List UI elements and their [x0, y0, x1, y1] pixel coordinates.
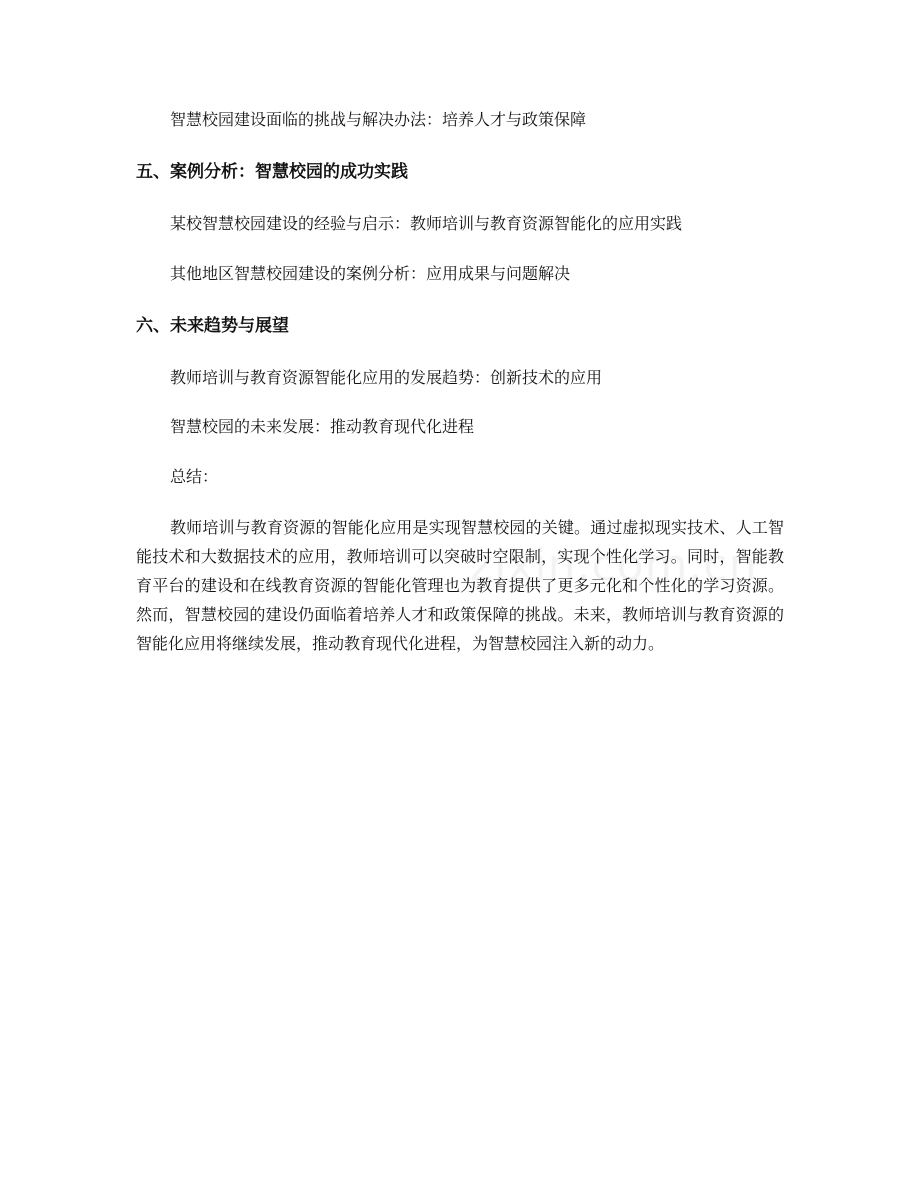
item-challenges: 智慧校园建设面临的挑战与解决办法：培养人才与政策保障 [170, 110, 587, 129]
summary-paragraph: 教师培训与教育资源的智能化应用是实现智慧校园的关键。通过虚拟现实技术、人工智能技术和大数据技术的应用，教师培训可以突破时空限制，实现个性化学习。同时，智能教育平台的建设和在线教育资源的智能化管理也为教育提供了更多元化和个性化的学习资源。然而，智慧校园的建设仍面临着培养人才和政策保障的挑战。未来，教师培训与教育资源的智能化应用将继续发展，推动教育现代化进程，为智慧校园注入新的动力。 [136, 518, 784, 653]
item-future-development: 智慧校园的未来发展：推动教育现代化进程 [170, 417, 475, 436]
section-heading-case-analysis: 五、案例分析：智慧校园的成功实践 [136, 162, 408, 182]
item-school-experience: 某校智慧校园建设的经验与启示：教师培训与教育资源智能化的应用实践 [170, 214, 683, 233]
item-other-regions: 其他地区智慧校园建设的案例分析：应用成果与问题解决 [170, 264, 571, 283]
section-heading-future-trends: 六、未来趋势与展望 [136, 316, 289, 336]
summary-label: 总结： [170, 467, 219, 486]
item-development-trend: 教师培训与教育资源智能化应用的发展趋势：创新技术的应用 [170, 368, 603, 387]
